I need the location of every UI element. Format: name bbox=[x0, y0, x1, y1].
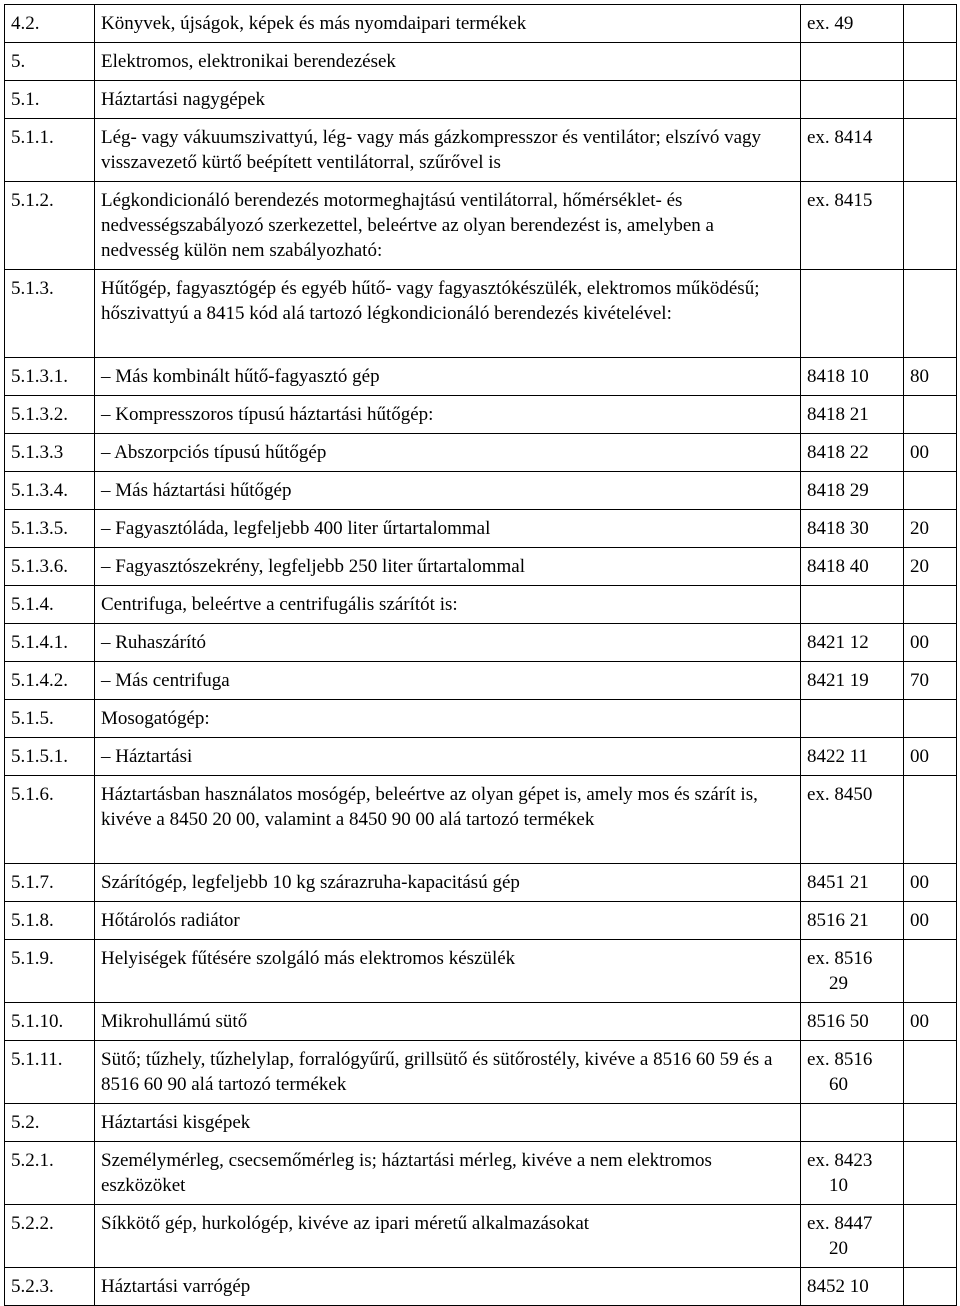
tariff-subcode bbox=[904, 1205, 957, 1268]
item-number: 5.1.5. bbox=[5, 700, 95, 738]
item-description: Háztartási varrógép bbox=[95, 1268, 801, 1306]
item-number: 5.1.2. bbox=[5, 182, 95, 270]
tariff-code: ex. 8415 bbox=[801, 182, 904, 270]
item-number: 5.2.1. bbox=[5, 1142, 95, 1205]
item-number: 5.1.9. bbox=[5, 940, 95, 1003]
item-description: – Más háztartási hűtőgép bbox=[95, 472, 801, 510]
item-description: Légkondicionáló berendezés motormeghajtású ventilátorral, hőmérséklet- és nedvességszabályozó szerkezettel, beleértve az olyan berendezést is, amelyben a nedvesség külön nem szabályozható: bbox=[95, 182, 801, 270]
item-description: – Más centrifuga bbox=[95, 662, 801, 700]
item-number: 5.1.3.2. bbox=[5, 396, 95, 434]
tariff-code: ex. 8450 bbox=[801, 776, 904, 864]
item-number: 5.1.6. bbox=[5, 776, 95, 864]
item-description: Síkkötő gép, hurkológép, kivéve az ipari méretű alkalmazásokat bbox=[95, 1205, 801, 1268]
tariff-subcode bbox=[904, 586, 957, 624]
item-description: Könyvek, újságok, képek és más nyomdaipari termékek bbox=[95, 5, 801, 43]
tariff-code: 8418 29 bbox=[801, 472, 904, 510]
tariff-subcode bbox=[904, 776, 957, 864]
item-number: 5. bbox=[5, 43, 95, 81]
tariff-code bbox=[801, 270, 904, 358]
item-number: 4.2. bbox=[5, 5, 95, 43]
tariff-subcode bbox=[904, 700, 957, 738]
item-number: 5.1.4.2. bbox=[5, 662, 95, 700]
item-description: Mosogatógép: bbox=[95, 700, 801, 738]
tariff-table bbox=[4, 4, 957, 1306]
tariff-subcode bbox=[904, 1142, 957, 1205]
item-description: Személymérleg, csecsemőmérleg is; háztartási mérleg, kivéve a nem elektromos eszközöket bbox=[95, 1142, 801, 1205]
tariff-subcode bbox=[904, 1041, 957, 1104]
item-description: – Más kombinált hűtő-fagyasztó gép bbox=[95, 358, 801, 396]
tariff-subcode: 00 bbox=[904, 738, 957, 776]
item-description: Háztartási nagygépek bbox=[95, 81, 801, 119]
item-number: 5.1.3.5. bbox=[5, 510, 95, 548]
table-row bbox=[5, 43, 957, 81]
tariff-subcode bbox=[904, 1268, 957, 1306]
item-number: 5.1.3.1. bbox=[5, 358, 95, 396]
table-row bbox=[5, 1003, 957, 1041]
table-row bbox=[5, 434, 957, 472]
table-row bbox=[5, 700, 957, 738]
tariff-subcode: 00 bbox=[904, 624, 957, 662]
item-number: 5.2. bbox=[5, 1104, 95, 1142]
tariff-code bbox=[801, 81, 904, 119]
tariff-code bbox=[801, 43, 904, 81]
tariff-code: 8516 50 bbox=[801, 1003, 904, 1041]
tariff-subcode bbox=[904, 5, 957, 43]
item-number: 5.1.3.6. bbox=[5, 548, 95, 586]
table-row bbox=[5, 472, 957, 510]
tariff-code: ex. 8414 bbox=[801, 119, 904, 182]
tariff-subcode: 20 bbox=[904, 510, 957, 548]
tariff-subcode bbox=[904, 43, 957, 81]
table-row bbox=[5, 940, 957, 1003]
tariff-code: 8516 21 bbox=[801, 902, 904, 940]
table-row bbox=[5, 624, 957, 662]
table-row bbox=[5, 1142, 957, 1205]
tariff-code bbox=[801, 586, 904, 624]
table-row bbox=[5, 1205, 957, 1268]
tariff-subcode bbox=[904, 472, 957, 510]
tariff-subcode bbox=[904, 1104, 957, 1142]
item-number: 5.2.2. bbox=[5, 1205, 95, 1268]
tariff-code: 8418 21 bbox=[801, 396, 904, 434]
tariff-code: 8421 19 bbox=[801, 662, 904, 700]
tariff-subcode bbox=[904, 81, 957, 119]
tariff-code: 8418 40 bbox=[801, 548, 904, 586]
tariff-subcode bbox=[904, 270, 957, 358]
tariff-code: 8418 22 bbox=[801, 434, 904, 472]
item-number: 5.1.3.3 bbox=[5, 434, 95, 472]
tariff-code: ex. 8447 20 bbox=[801, 1205, 904, 1268]
item-number: 5.1.8. bbox=[5, 902, 95, 940]
item-description: Szárítógép, legfeljebb 10 kg szárazruha-kapacitású gép bbox=[95, 864, 801, 902]
tariff-code: 8421 12 bbox=[801, 624, 904, 662]
item-number: 5.1.1. bbox=[5, 119, 95, 182]
table-row bbox=[5, 1104, 957, 1142]
table-row bbox=[5, 586, 957, 624]
tariff-code bbox=[801, 1104, 904, 1142]
table-row bbox=[5, 1041, 957, 1104]
item-description: Lég- vagy vákuumszivattyú, lég- vagy más gázkompresszor és ventilátor; elszívó vagy visszavezető kürtő beépített ventilátorral, szűrővel is bbox=[95, 119, 801, 182]
table-row bbox=[5, 510, 957, 548]
table-row bbox=[5, 776, 957, 864]
item-description: Mikrohullámú sütő bbox=[95, 1003, 801, 1041]
item-number: 5.1.4. bbox=[5, 586, 95, 624]
table-row bbox=[5, 270, 957, 358]
table-row bbox=[5, 358, 957, 396]
item-description: Centrifuga, beleértve a centrifugális szárítót is: bbox=[95, 586, 801, 624]
item-description: – Abszorpciós típusú hűtőgép bbox=[95, 434, 801, 472]
item-description: – Kompresszoros típusú háztartási hűtőgép: bbox=[95, 396, 801, 434]
table-row bbox=[5, 738, 957, 776]
item-description: – Fagyasztóláda, legfeljebb 400 liter űrtartalommal bbox=[95, 510, 801, 548]
table-row bbox=[5, 662, 957, 700]
tariff-code: ex. 8516 29 bbox=[801, 940, 904, 1003]
table-row bbox=[5, 81, 957, 119]
item-number: 5.1.7. bbox=[5, 864, 95, 902]
tariff-subcode bbox=[904, 396, 957, 434]
item-description: – Háztartási bbox=[95, 738, 801, 776]
tariff-code: 8418 10 bbox=[801, 358, 904, 396]
tariff-subcode: 00 bbox=[904, 864, 957, 902]
table-row bbox=[5, 902, 957, 940]
table-row bbox=[5, 119, 957, 182]
table-row bbox=[5, 548, 957, 586]
item-number: 5.1.4.1. bbox=[5, 624, 95, 662]
tariff-table-body bbox=[5, 5, 957, 1306]
table-row bbox=[5, 5, 957, 43]
tariff-subcode: 00 bbox=[904, 902, 957, 940]
tariff-code bbox=[801, 700, 904, 738]
item-description: Sütő; tűzhely, tűzhelylap, forralógyűrű, grillsütő és sütőrostély, kivéve a 8516 60 59 és a 8516 60 90 alá tartozó termékek bbox=[95, 1041, 801, 1104]
tariff-code: ex. 49 bbox=[801, 5, 904, 43]
tariff-subcode bbox=[904, 940, 957, 1003]
item-number: 5.1.10. bbox=[5, 1003, 95, 1041]
item-number: 5.2.3. bbox=[5, 1268, 95, 1306]
tariff-subcode: 00 bbox=[904, 1003, 957, 1041]
tariff-code: 8418 30 bbox=[801, 510, 904, 548]
item-description: – Ruhaszárító bbox=[95, 624, 801, 662]
item-number: 5.1.11. bbox=[5, 1041, 95, 1104]
item-description: Helyiségek fűtésére szolgáló más elektromos készülék bbox=[95, 940, 801, 1003]
tariff-subcode bbox=[904, 182, 957, 270]
table-row bbox=[5, 396, 957, 434]
item-number: 5.1.5.1. bbox=[5, 738, 95, 776]
item-description: Elektromos, elektronikai berendezések bbox=[95, 43, 801, 81]
tariff-code: ex. 8423 10 bbox=[801, 1142, 904, 1205]
tariff-code: 8451 21 bbox=[801, 864, 904, 902]
tariff-code: ex. 8516 60 bbox=[801, 1041, 904, 1104]
tariff-code: 8452 10 bbox=[801, 1268, 904, 1306]
item-number: 5.1.3.4. bbox=[5, 472, 95, 510]
item-number: 5.1. bbox=[5, 81, 95, 119]
tariff-subcode: 80 bbox=[904, 358, 957, 396]
tariff-subcode bbox=[904, 119, 957, 182]
tariff-subcode: 20 bbox=[904, 548, 957, 586]
item-description: Háztartási kisgépek bbox=[95, 1104, 801, 1142]
item-description: Háztartásban használatos mosógép, beleértve az olyan gépet is, amely mos és szárít is, kivéve a 8450 20 00, valamint a 8450 90 00 alá tartozó termékek bbox=[95, 776, 801, 864]
tariff-code: 8422 11 bbox=[801, 738, 904, 776]
item-description: Hőtárolós radiátor bbox=[95, 902, 801, 940]
table-row bbox=[5, 1268, 957, 1306]
item-number: 5.1.3. bbox=[5, 270, 95, 358]
item-description: – Fagyasztószekrény, legfeljebb 250 liter űrtartalommal bbox=[95, 548, 801, 586]
table-row bbox=[5, 182, 957, 270]
tariff-subcode: 70 bbox=[904, 662, 957, 700]
tariff-subcode: 00 bbox=[904, 434, 957, 472]
table-row bbox=[5, 864, 957, 902]
item-description: Hűtőgép, fagyasztógép és egyéb hűtő- vagy fagyasztókészülék, elektromos működésű; hőszivattyú a 8415 kód alá tartozó légkondicionáló berendezés kivételével: bbox=[95, 270, 801, 358]
